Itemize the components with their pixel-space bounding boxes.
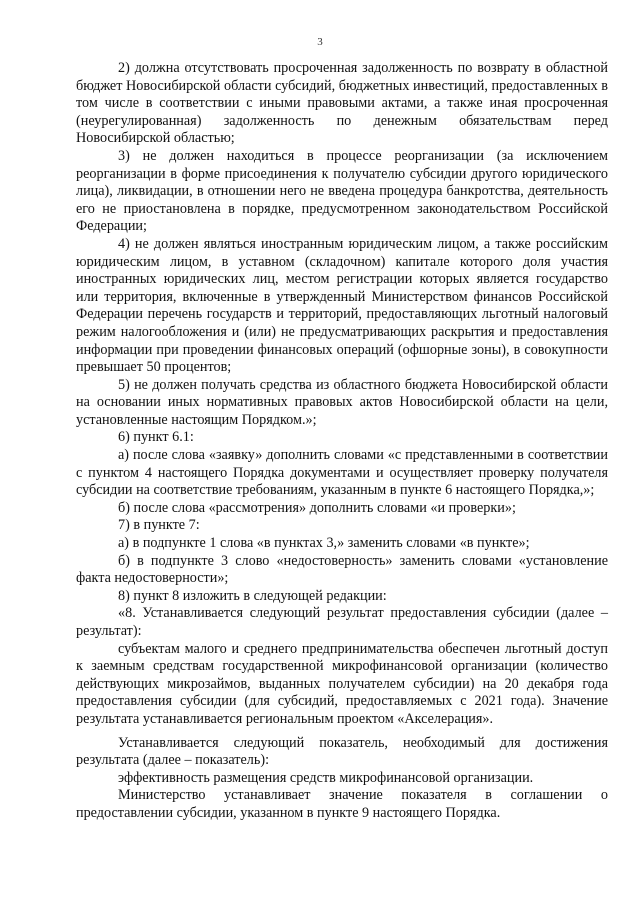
paragraph-indicator-description: эффективность размещения средств микрофинансовой организации. [118, 769, 534, 786]
document-body [76, 60, 608, 823]
paragraph-item-6b: б) после слова «рассмотрения» дополнить словами «и проверки»; [118, 499, 516, 516]
paragraph-result-description: субъектам малого и среднего предпринимательства обеспечен льготный доступ к заемным средствам государственной микрофинансовой организации (количество действующих микрозаймов, выданных получателем субсидии) на 20 декабря года предоставления субсидии (для субсидий, предоставляемых с 2021 года). Значение результата устанавливается региональным проектом «Акселерация». [76, 640, 608, 727]
paragraph-clause-2: 2) должна отсутствовать просроченная задолженность по возврату в областной бюджет Новосибирской области субсидий, бюджетных инвестиций, предоставленных в том числе в соответствии с иными правовыми актами, а также иная просроченная (неурегулированная) задолженность по денежным обязательствам перед Новосибирской областью; [76, 60, 608, 147]
paragraph-item-6: 6) пункт 6.1: [118, 429, 194, 446]
paragraph-item-7b: б) в подпункте 3 слово «недостоверность» заменить словами «установление факта недостоверности»; [76, 552, 608, 587]
paragraph-clause-3: 3) не должен находиться в процессе реорганизации (за исключением реорганизации в форме присоединения к получателю субсидии другого юридического лица), ликвидации, в отношении него не введена процедура банкротства, деятельность его не приостановлена в порядке, предусмотренном законодательством Российской Федерации; [76, 147, 608, 235]
paragraph-item-7a: а) в подпункте 1 слова «в пунктах 3,» заменить словами «в пункте»; [118, 535, 530, 552]
paragraph-indicator: Устанавливается следующий показатель, необходимый для достижения результата (далее – показатель): [76, 734, 608, 769]
paragraph-item-8: 8) пункт 8 изложить в следующей редакции: [118, 587, 387, 604]
paragraph-item-8-text: «8. Устанавливается следующий результат предоставления субсидии (далее – результат): [76, 605, 608, 639]
paragraph-clause-5: 5) не должен получать средства из областного бюджета Новосибирской области на основании иных нормативных правовых актов Новосибирской области на цели, установленные настоящим Порядком.»; [76, 376, 608, 428]
paragraph-ministry-value: Министерство устанавливает значение показателя в соглашении о предоставлении субсидии, указанном в пункте 9 настоящего Порядка. [76, 787, 608, 821]
page-number: 3 [317, 36, 323, 48]
paragraph-item-7: 7) в пункте 7: [118, 517, 200, 534]
paragraph-clause-4: 4) не должен являться иностранным юридическим лицом, а также российским юридическим лицом, в уставном (складочном) капитале которого доля участия иностранных юридических лиц, местом регистрации которых является государство или территория, включенные в утвержденный Министерством финансов Российской Федерации перечень государств и территорий, предоставляющих льготный налоговый режим налогообложения и (или) не предусматривающих раскрытия и предоставления информации при проведении финансовых операций (офшорные зоны), в совокупности превышает 50 процентов; [76, 235, 608, 376]
paragraph-item-6a: а) после слова «заявку» дополнить словами «с представленными в соответствии с пунктом 4 настоящего Порядка документами и осуществляет проверку получателя субсидии на соответствие требованиям, указанным в пункте 6 настоящего Порядка,»; [76, 447, 608, 499]
